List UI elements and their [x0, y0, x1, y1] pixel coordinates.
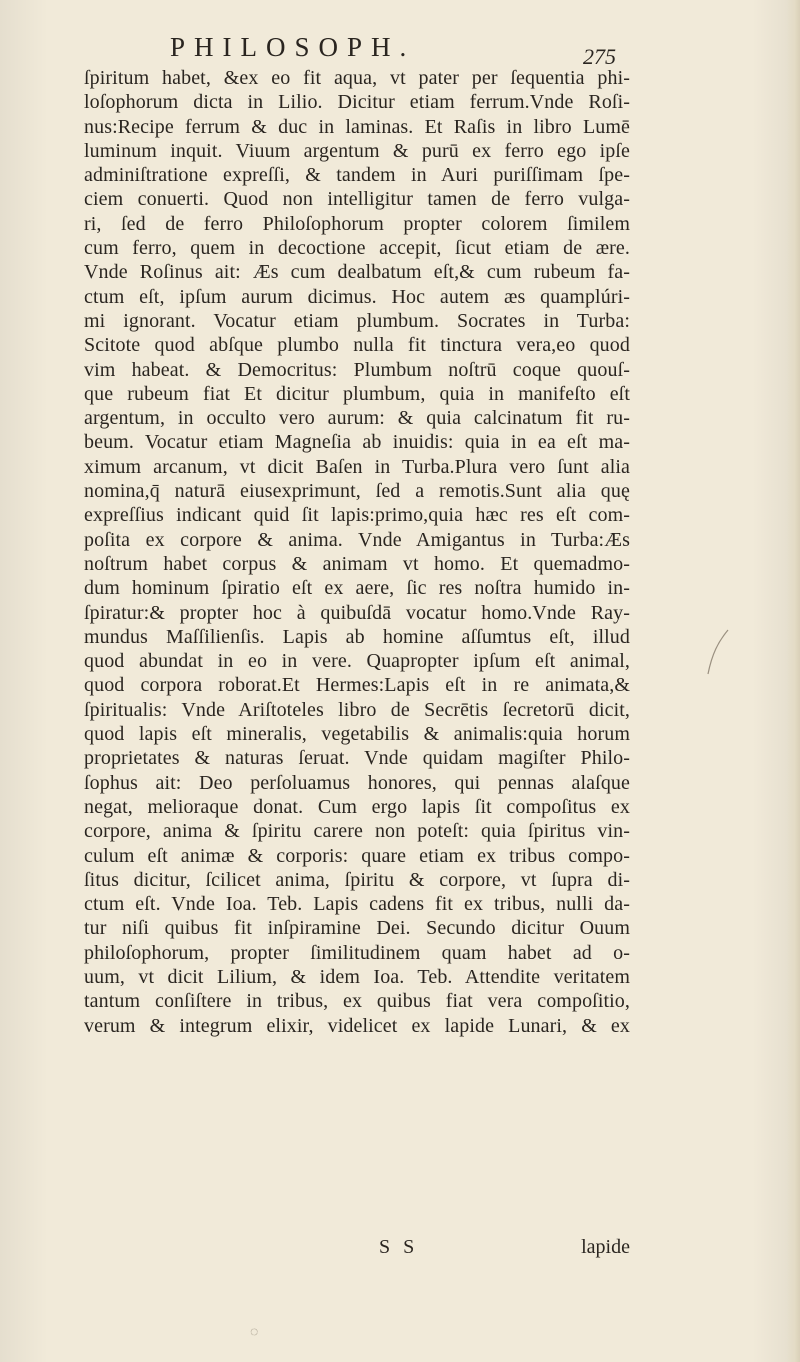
- text-line: negat, melioraque donat. Cum ergo lapis ſit compoſitus ex: [84, 795, 630, 818]
- text-line: uum, vt dicit Lilium, & idem Ioa. Teb. Attendite veritatem: [84, 965, 630, 988]
- text-line: vim habeat. & Democritus: Plumbum noſtrū coque quouſ-: [84, 358, 630, 381]
- running-head: PHILOSOPH.: [170, 32, 416, 62]
- text-line: poſita ex corpore & anima. Vnde Amigantus in Turba:Æs: [84, 528, 630, 551]
- text-line: ctum eſt. Vnde Ioa. Teb. Lapis cadens fit ex tribus, nulli da-: [84, 893, 630, 916]
- text-line: ſpiritum habet, &ex eo fit aqua, vt pater per ſequentia phi-: [84, 67, 630, 89]
- text-line: adminiſtratione expreſſi, & tandem in Auri puriſſimam ſpe-: [84, 164, 630, 187]
- text-line: nus:Recipe ferrum & duc in laminas. Et Raſis in libro Lumē: [84, 115, 630, 138]
- body-text: [84, 66, 630, 1038]
- page-edge: [786, 0, 800, 1362]
- text-line: tantum conſiſtere in tribus, ex quibus fiat vera compoſitio,: [84, 990, 630, 1013]
- text-line: Scitote quod abſque plumbo nulla fit tinctura vera,eo quod: [84, 334, 630, 357]
- text-line: mi ignorant. Vocatur etiam plumbum. Socrates in Turba:: [84, 309, 630, 332]
- text-line: loſophorum dicta in Lilio. Dicitur etiam ferrum.Vnde Roſi-: [84, 91, 630, 114]
- text-line: verum & integrum elixir, videlicet ex lapide Lunari, & ex: [84, 1014, 630, 1037]
- text-line: proprietates & naturas ſeruat. Vnde quidam magiſter Philo-: [84, 747, 630, 770]
- text-line: tur niſi quibus fit inſpiramine Dei. Secundo dicitur Ouum: [84, 917, 630, 940]
- text-line: Vnde Roſinus ait: Æs cum dealbatum eſt,& cum rubeum fa-: [84, 261, 630, 284]
- catchword: lapide: [581, 1236, 630, 1258]
- page-number: 275: [583, 44, 616, 69]
- text-line: luminum inquit. Viuum argentum & purū ex ferro ego ipſe: [84, 139, 630, 162]
- text-line: quod corpora roborat.Et Hermes:Lapis eſt in re animata,&: [84, 674, 630, 697]
- text-line: expreſſius indicant quid ſit lapis:primo,quia hæc res eſt com-: [84, 504, 630, 527]
- text-line: quod lapis eſt mineralis, vegetabilis & animalis:quia horum: [84, 723, 630, 746]
- text-line: philoſophorum, propter ſimilitudinem quam habet ad o-: [84, 941, 630, 964]
- signature-mark: S S: [379, 1236, 419, 1258]
- text-line: beum. Vocatur etiam Magneſia ab inuidis: quia in ea eſt ma-: [84, 431, 630, 454]
- text-line: ximum arcanum, vt dicit Baſen in Turba.Plura vero ſunt alia: [84, 455, 630, 478]
- page-stain: ◌: [250, 1325, 259, 1340]
- text-line: ri, ſed de ferro Philoſophorum propter colorem ſimilem: [84, 212, 630, 235]
- text-line: ſitus dicitur, ſcilicet anima, ſpiritu & corpore, vt ſupra di-: [84, 868, 630, 891]
- page-header: [0, 24, 800, 69]
- text-line: ctum eſt, ipſum aurum dicimus. Hoc autem æs quamplúri-: [84, 285, 630, 308]
- text-line: ſophus ait: Deo perſoluamus honores, qui pennas alaſque: [84, 771, 630, 794]
- text-line: ſpiritualis: Vnde Ariſtoteles libro de Secrētis ſecretorū dicit,: [84, 698, 630, 721]
- text-line: quod abundat in eo in vere. Quapropter ipſum eſt animal,: [84, 650, 630, 673]
- text-line: culum eſt animæ & corporis: quare etiam ex tribus compo-: [84, 844, 630, 867]
- text-line: ciem conuerti. Quod non intelligitur tamen de ferro vulga-: [84, 188, 630, 211]
- text-line: que rubeum fiat Et dicitur plumbum, quia in manifeſto eſt: [84, 382, 630, 405]
- text-line: ſpiratur:& propter hoc à quibuſdā vocatur homo.Vnde Ray-: [84, 601, 630, 624]
- text-line: cum ferro, quem in decoctione accepit, ſicut etiam de ære.: [84, 237, 630, 260]
- text-line: nomina,q̄ naturā eiusexprimunt, ſed a remotis.Sunt alia quę: [84, 480, 630, 503]
- text-line: mundus Maſſilienſis. Lapis ab homine aſſumtus eſt, illud: [84, 625, 630, 648]
- text-line: noſtrum habet corpus & animam vt homo. Et quemadmo-: [84, 552, 630, 575]
- margin-pencil-mark: [704, 628, 734, 678]
- text-line: corpore, anima & ſpiritu carere non poteſt: quia ſpiritus vin-: [84, 820, 630, 843]
- text-line: argentum, in occulto vero aurum: & quia calcinatum fit ru-: [84, 407, 630, 430]
- page-footer: [84, 1236, 630, 1260]
- text-line: dum hominum ſpiratio eſt ex aere, ſic res noſtra humido in-: [84, 577, 630, 600]
